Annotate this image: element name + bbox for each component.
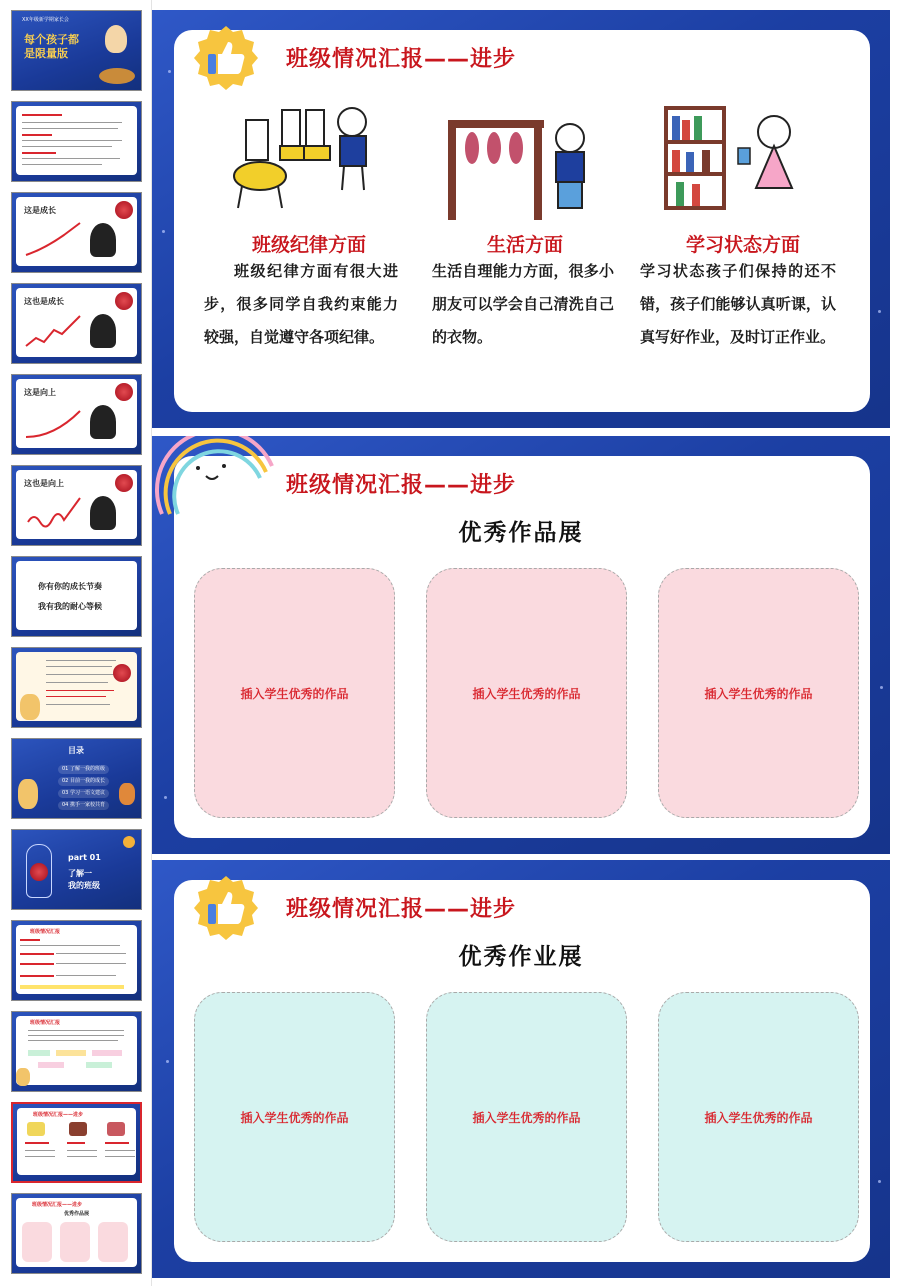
- thumbnail-10-line1: part 01: [68, 853, 101, 862]
- placeholder-label: 插入学生优秀的作品: [472, 686, 581, 701]
- planet-shape: [99, 68, 135, 84]
- rainbow-decoration-icon: [152, 436, 282, 516]
- rose-icon: [115, 474, 133, 492]
- thumbnail-14-subcaption: 优秀作品展: [64, 1211, 90, 1217]
- gallery-title: 优秀作业展: [458, 944, 584, 970]
- thumbnail-2[interactable]: [11, 101, 142, 182]
- work-placeholder-card[interactable]: [194, 568, 395, 818]
- glass-jar-shape: [26, 844, 52, 898]
- placeholder-label: 插入学生优秀的作品: [704, 1110, 813, 1125]
- zigzag-arrow-icon: [24, 310, 84, 350]
- thumbnail-7-line2: 我有我的耐心等候: [38, 602, 102, 611]
- column-body-discipline: 班级纪律方面有很大进步，很多同学自我约束能力较强，自觉遵守各项纪律。: [204, 262, 398, 346]
- thumbnail-10-line3: 我的班级: [68, 881, 100, 890]
- thumbnail-11[interactable]: [11, 920, 142, 1001]
- rose-icon: [115, 201, 133, 219]
- gallery-title: 优秀作品展: [458, 520, 584, 546]
- little-prince-figure: [18, 779, 38, 809]
- contents-item: 02 目前一我的成长: [58, 777, 109, 786]
- homework-placeholder-card[interactable]: [194, 992, 395, 1242]
- slide-thumbnail-sidebar[interactable]: [0, 0, 152, 1286]
- thumbnail-10-line2: 了解一: [68, 869, 92, 878]
- thumbnail-3-caption: 这是成长: [24, 206, 56, 215]
- placeholder-label: 插入学生优秀的作品: [704, 686, 813, 701]
- fox-figure: [119, 783, 135, 805]
- thumbnail-7[interactable]: [11, 556, 142, 637]
- rose-icon: [113, 664, 131, 682]
- planet-shape: [123, 836, 135, 848]
- thumbnail-12[interactable]: [11, 1011, 142, 1092]
- column-heading-discipline: 班级纪律方面: [251, 234, 366, 256]
- curve-arrow-icon: [24, 401, 84, 441]
- homework-placeholder-card[interactable]: [658, 992, 859, 1242]
- thumbnail-13-caption: 班级情况汇报——进步: [33, 1112, 84, 1118]
- thumbnail-6[interactable]: [11, 465, 142, 546]
- little-prince-figure: [105, 25, 127, 53]
- slide-progress-overview[interactable]: [152, 10, 890, 428]
- thumbnail-11-caption: 班级情况汇报: [30, 929, 61, 935]
- thumbs-up-icon: [188, 22, 264, 98]
- work-placeholder-card[interactable]: [426, 568, 627, 818]
- placeholder-label: 插入学生优秀的作品: [472, 1110, 581, 1125]
- thumbnail-13-selected[interactable]: [11, 1102, 142, 1183]
- contents-item: 01 了解一我的班级: [58, 765, 109, 774]
- column-heading-life: 生活方面: [486, 234, 563, 256]
- contents-item: 03 学习一语文建议: [58, 789, 109, 798]
- slide-excellent-works[interactable]: [152, 436, 890, 854]
- thumbnail-5-caption: 这是向上: [24, 388, 56, 397]
- thumbnail-4[interactable]: [11, 283, 142, 364]
- thumbnail-14-caption: 班级情况汇报——进步: [32, 1202, 83, 1208]
- scribble-arrow-icon: [24, 492, 84, 532]
- thumbs-up-icon: [188, 872, 264, 948]
- slide-content-panel: [174, 880, 870, 1262]
- thumbnail-6-caption: 这也是向上: [24, 479, 64, 488]
- rose-icon: [115, 292, 133, 310]
- placeholder-label: 插入学生优秀的作品: [240, 686, 349, 701]
- slide-excellent-homework[interactable]: [152, 860, 890, 1278]
- column-body-life: 生活自理能力方面，很多小朋友可以学会自己清洗自己的衣物。: [432, 262, 614, 346]
- thumbnail-1[interactable]: XX年级新学期家长会 每个孩子都是限量版: [11, 10, 142, 91]
- column-heading-study: 学习状态方面: [685, 234, 800, 256]
- clothes-rack-illustration: [442, 114, 602, 226]
- homework-placeholder-card[interactable]: [426, 992, 627, 1242]
- placeholder-label: 插入学生优秀的作品: [240, 1110, 349, 1125]
- thumbnail-1-title: 每个孩子都是限量版: [24, 33, 79, 60]
- growth-arrow-icon: [24, 219, 84, 259]
- slide-content-panel: [174, 30, 870, 412]
- thumbnail-9-caption: 目录: [68, 746, 84, 755]
- thumbnail-12-caption: 班级情况汇报: [30, 1020, 61, 1026]
- slide-title: 班级情况汇报——进步: [286, 473, 517, 498]
- column-body-study: 学习状态孩子们保持的还不错，孩子们能够认真听课，认真写好作业，及时订正作业。: [640, 262, 836, 346]
- thumbnail-3[interactable]: [11, 192, 142, 273]
- thumbnail-5[interactable]: [11, 374, 142, 455]
- thumbnail-7-line1: 你有你的成长节奏: [38, 582, 102, 591]
- contents-item: 04 携手一家校共育: [58, 801, 109, 810]
- work-placeholder-card[interactable]: [658, 568, 859, 818]
- thumbnail-14[interactable]: [11, 1193, 142, 1274]
- slide-title: 班级情况汇报——进步: [286, 47, 517, 72]
- thumbnail-4-caption: 这也是成长: [24, 297, 64, 306]
- thumbnail-8[interactable]: [11, 647, 142, 728]
- little-prince-figure: [20, 694, 40, 720]
- bookshelf-girl-illustration: [662, 102, 822, 214]
- rose-icon: [115, 383, 133, 401]
- thumbnail-9[interactable]: [11, 738, 142, 819]
- slide-title: 班级情况汇报——进步: [286, 897, 517, 922]
- chairs-and-boy-illustration: [224, 100, 384, 212]
- thumbnail-10[interactable]: [11, 829, 142, 910]
